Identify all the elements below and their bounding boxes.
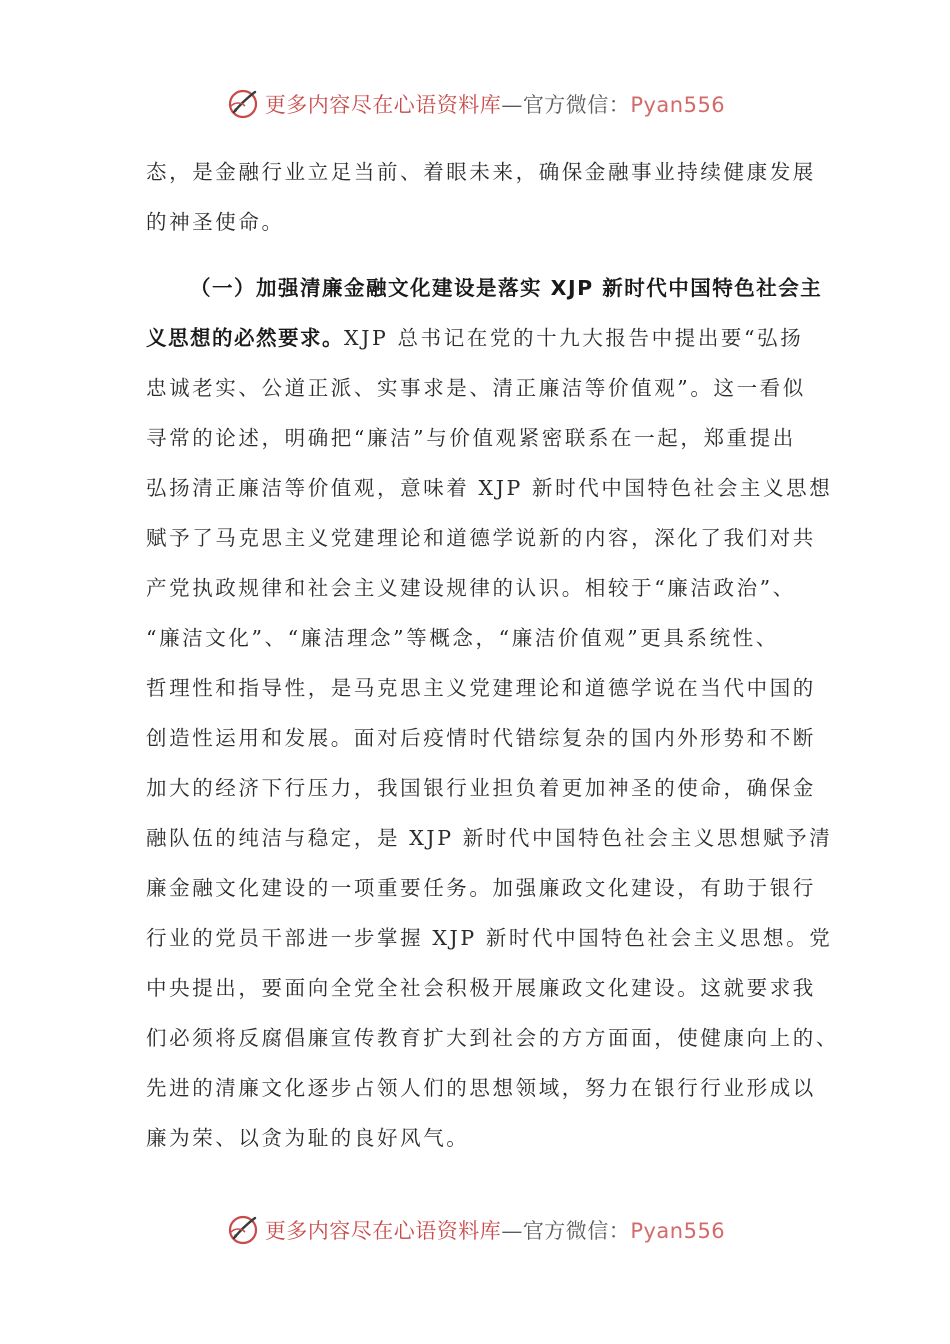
footer-wechat-label: 官方微信： [522, 1219, 631, 1243]
text-line-rest: XJP 总书记在党的十九大报告中提出要“弘扬 [344, 326, 804, 350]
text-line: 中央提出，要面向全党全社会积极开展廉政文化建设。这就要求我 [146, 976, 816, 1000]
section-heading-line: （一）加强清廉金融文化建设是落实 XJP 新时代中国特色社会主 [190, 276, 823, 300]
text-line: 赋予了马克思主义党建理论和道德学说新的内容，深化了我们对共 [146, 526, 816, 550]
text-line: 们必须将反腐倡廉宣传教育扩大到社会的方方面面，使健康向上的、 [146, 1026, 839, 1050]
text-line: 产党执政规律和社会主义建设规律的认识。相较于“廉洁政治”、 [146, 576, 796, 600]
document-body [146, 147, 839, 1163]
footer-dash: — [501, 1219, 523, 1243]
section-heading-end: 义思想的必然要求。 [146, 326, 344, 350]
text-line: 哲理性和指导性，是马克思主义党建理论和道德学说在当代中国的 [146, 676, 816, 700]
pen-swirl-logo-icon [225, 1212, 261, 1248]
text-line [146, 313, 816, 363]
footer-text [265, 1215, 725, 1245]
text-line: 加大的经济下行压力，我国银行业担负着更加神圣的使命，确保金 [146, 776, 816, 800]
text-line: “廉洁文化”、“廉洁理念”等概念，“廉洁价值观”更具系统性、 [146, 626, 779, 650]
text-line: 廉为荣、以贪为耻的良好风气。 [146, 1126, 470, 1150]
header-text [265, 89, 725, 119]
footer-wechat-id: Pyan556 [630, 1219, 726, 1243]
text-line: 行业的党员干部进一步掌握 XJP 新时代中国特色社会主义思想。党 [146, 926, 833, 950]
text-line: 的神圣使命。 [146, 210, 285, 234]
text-line: 态，是金融行业立足当前、着眼未来，确保金融事业持续健康发展 [146, 160, 816, 184]
text-line: 寻常的论述，明确把“廉洁”与价值观紧密联系在一起，郑重提出 [146, 426, 796, 450]
footer-site-name: 更多内容尽在心语资料库 [264, 1219, 502, 1243]
text-line: 先进的清廉文化逐步占领人们的思想领域，努力在银行行业形成以 [146, 1076, 816, 1100]
header-dash: — [501, 93, 523, 117]
footer-banner [0, 1210, 950, 1250]
text-line: 弘扬清正廉洁等价值观，意味着 XJP 新时代中国特色社会主义思想 [146, 476, 833, 500]
header-wechat-id: Pyan556 [630, 93, 726, 117]
header-site-name: 更多内容尽在心语资料库 [264, 93, 502, 117]
text-line: 忠诚老实、公道正派、实事求是、清正廉洁等价值观”。这一看似 [146, 376, 806, 400]
header-banner [0, 84, 950, 124]
text-line: 创造性运用和发展。面对后疫情时代错综复杂的国内外形势和不断 [146, 726, 816, 750]
header-wechat-label: 官方微信： [522, 93, 631, 117]
pen-swirl-logo-icon [225, 86, 261, 122]
paragraph-gap [146, 247, 816, 263]
text-line: 廉金融文化建设的一项重要任务。加强廉政文化建设，有助于银行 [146, 876, 816, 900]
text-line: 融队伍的纯洁与稳定，是 XJP 新时代中国特色社会主义思想赋予清 [146, 826, 833, 850]
